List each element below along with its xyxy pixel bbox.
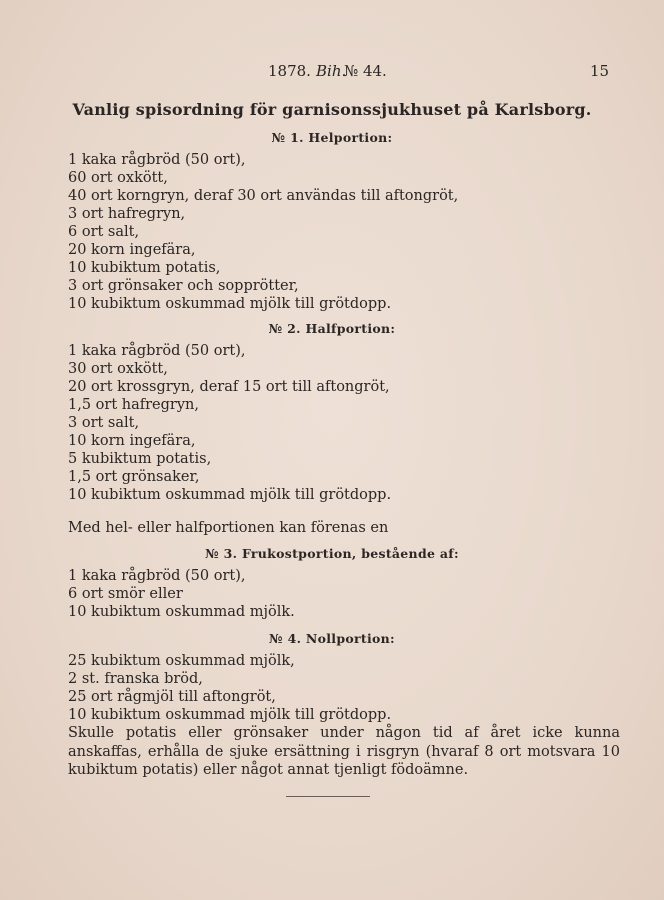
list-item: 1 kaka rågbröd (50 ort), <box>68 568 246 584</box>
list-item: 25 kubiktum oskummad mjölk, <box>68 653 295 669</box>
list-item: 30 ort oxkött, <box>68 361 168 377</box>
list-item: 3 ort hafregryn, <box>68 206 186 222</box>
list-item: 10 kubiktum oskummad mjölk till grötdopp. <box>68 487 392 503</box>
list-item: 10 korn ingefära, <box>68 433 196 449</box>
list-item: 1 kaka rågbröd (50 ort), <box>68 152 246 168</box>
section-heading-1: № 1. Helportion: <box>271 130 393 145</box>
header-number: № 44. <box>344 62 387 80</box>
list-item: 25 ort rågmjöl till aftongröt, <box>68 689 276 705</box>
intro-text: Med hel- eller halfportionen kan förenas en <box>68 520 389 536</box>
list-item: 6 ort smör eller <box>68 586 183 602</box>
section-heading-4: № 4. Nollportion: <box>269 631 395 646</box>
page-number: 15 <box>590 62 610 80</box>
list-item: 10 kubiktum potatis, <box>68 260 221 276</box>
list-item: 20 korn ingefära, <box>68 242 196 258</box>
list-item: 10 kubiktum oskummad mjölk. <box>68 604 295 620</box>
list-item: 2 st. franska bröd, <box>68 671 203 687</box>
closing-rule <box>286 796 370 797</box>
list-item: 1,5 ort grönsaker, <box>68 469 200 485</box>
section-heading-3: № 3. Frukostportion, bestående af: <box>205 546 459 561</box>
list-item: 60 ort oxkött, <box>68 170 168 186</box>
list-item: 1 kaka rågbröd (50 ort), <box>68 343 246 359</box>
list-item: 3 ort salt, <box>68 415 140 431</box>
closing-paragraph: Skulle potatis eller grönsaker under någon tid af året icke kunna anskaffas, erhålla de sjuke ersättning i risgryn (hvaraf 8 ort motsvara 10 kubiktum potatis) eller något annat tjenligt födoämne. <box>68 725 620 778</box>
header-year: 1878. <box>268 62 311 80</box>
list-item: 3 ort grönsaker och sopprötter, <box>68 278 299 294</box>
header-bih: Bih. <box>316 62 347 80</box>
page-header <box>0 62 664 84</box>
list-item: 10 kubiktum oskummad mjölk till grötdopp. <box>68 296 392 312</box>
list-item: 6 ort salt, <box>68 224 140 240</box>
list-item: 20 ort krossgryn, deraf 15 ort till aftongröt, <box>68 379 390 395</box>
section-heading-2: № 2. Halfportion: <box>268 321 396 336</box>
list-item: 1,5 ort hafregryn, <box>68 397 199 413</box>
list-item: 10 kubiktum oskummad mjölk till grötdopp. <box>68 707 392 723</box>
list-item: 40 ort korngryn, deraf 30 ort användas till aftongröt, <box>68 188 459 204</box>
list-item: 5 kubiktum potatis, <box>68 451 212 467</box>
page-title: Vanlig spisordning för garnisonssjukhuset på Karlsborg. <box>72 100 592 119</box>
